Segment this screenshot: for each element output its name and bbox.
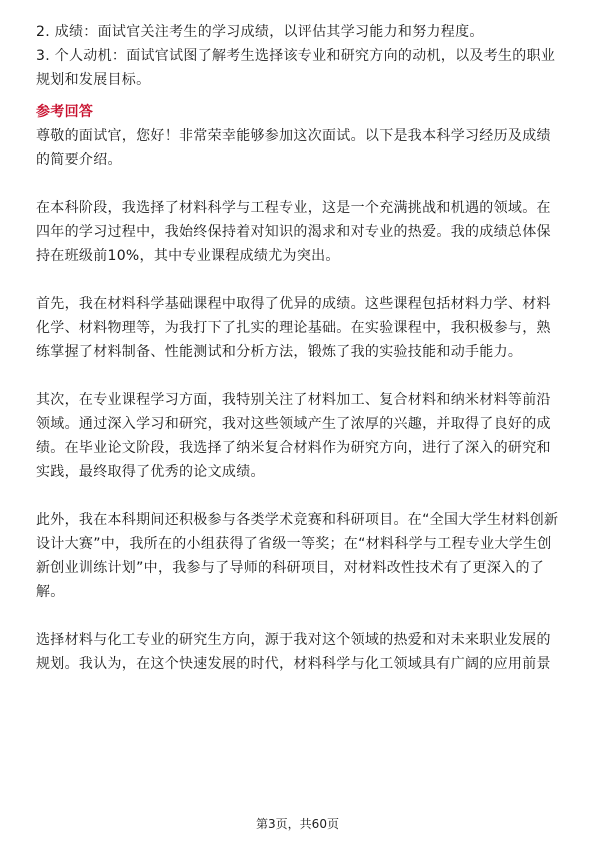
paragraph-line: 此外，我在本科期间还积极参与各类学术竞赛和科研项目。在“全国大学生材料创新	[36, 512, 559, 528]
criteria-item-2: 2. 成绩：面试官关注考生的学习成绩，以评估其学习能力和努力程度。	[36, 24, 484, 40]
paragraph-line: 绩。在毕业论文阶段，我选择了纳米复合材料作为研究方向，进行了深入的研究和	[36, 440, 551, 456]
paragraph-line: 在本科阶段，我选择了材料科学与工程专业，这是一个充满挑战和机遇的领域。在	[36, 200, 551, 216]
paragraph-line: 的简要介绍。	[36, 152, 122, 168]
paragraph-line: 设计大赛”中，我所在的小组获得了省级一等奖；在“材料科学与工程专业大学生创	[36, 536, 552, 552]
paragraph-line: 持在班级前10%，其中专业课程成绩尤为突出。	[36, 248, 340, 264]
paragraph-line: 实践，最终取得了优秀的论文成绩。	[36, 464, 265, 480]
paragraph-line: 练掌握了材料制备、性能测试和分析方法，锻炼了我的实验技能和动手能力。	[36, 344, 523, 360]
paragraph-line: 四年的学习过程中，我始终保持着对知识的渴求和对专业的热爱。我的成绩总体保	[36, 224, 551, 240]
document-page	[36, 20, 566, 676]
paragraph-additionally	[36, 508, 566, 604]
paragraph-line: 解。	[36, 584, 65, 600]
paragraph-line: 领域。通过深入学习和研究，我对这些领域产生了浓厚的兴趣，并取得了良好的成	[36, 416, 551, 432]
paragraph-first	[36, 292, 566, 364]
paragraph-line: 新创业训练计划”中，我参与了导师的科研项目，对材料改性技术有了更深入的了	[36, 560, 545, 576]
paragraph-undergrad	[36, 196, 566, 268]
paragraph-second	[36, 388, 566, 484]
criteria-item-3: 3. 个人动机：面试官试图了解考生选择该专业和研究方向的动机，以及考生的职业	[36, 48, 556, 64]
reference-answer-heading: 参考回答	[36, 104, 94, 120]
criteria-item-3-cont: 规划和发展目标。	[36, 72, 151, 88]
paragraph-motivation	[36, 628, 566, 676]
paragraph-greeting	[36, 124, 566, 172]
paragraph-line: 化学、材料物理等，为我打下了扎实的理论基础。在实验课程中，我积极参与，熟	[36, 320, 551, 336]
paragraph-line: 尊敬的面试官，您好！非常荣幸能够参加这次面试。以下是我本科学习经历及成绩	[36, 128, 551, 144]
paragraph-line: 选择材料与化工专业的研究生方向，源于我对这个领域的热爱和对未来职业发展的	[36, 632, 551, 648]
page-number-footer: 第3页，共60页	[256, 817, 339, 831]
paragraph-line: 首先，我在材料科学基础课程中取得了优异的成绩。这些课程包括材料力学、材料	[36, 296, 551, 312]
paragraph-line: 规划。我认为，在这个快速发展的时代，材料科学与化工领域具有广阔的应用前景	[36, 656, 551, 672]
paragraph-line: 其次，在专业课程学习方面，我特别关注了材料加工、复合材料和纳米材料等前沿	[36, 392, 551, 408]
